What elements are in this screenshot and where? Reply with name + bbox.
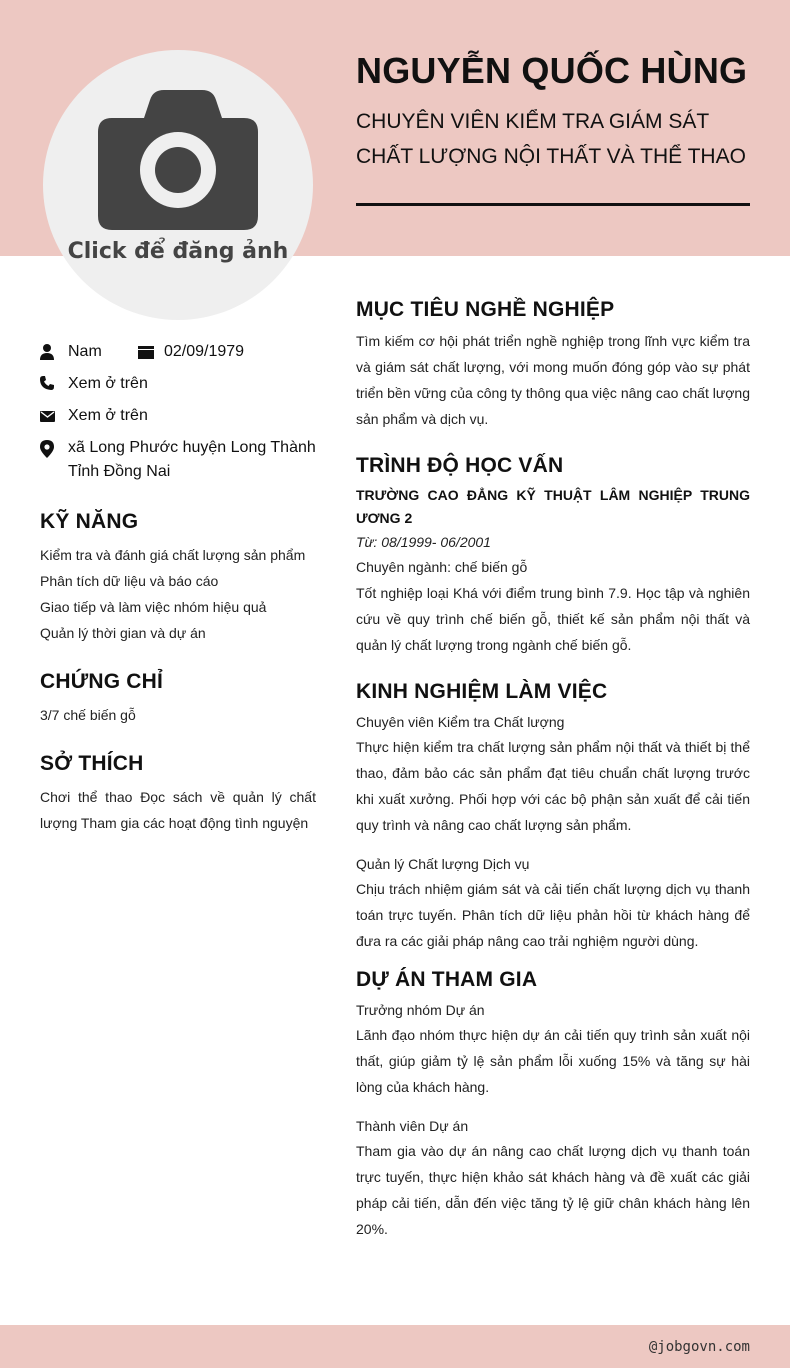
position-title [356, 104, 756, 174]
right-column [356, 298, 750, 1264]
phone-value: Xem ở trên [68, 375, 148, 392]
projects-section [356, 968, 750, 1242]
phone-icon [40, 372, 68, 390]
objective-section [356, 298, 750, 432]
address-value: xã Long Phước huyện Long Thành Tỉnh Đồng Nai [68, 439, 316, 480]
hobbies-text: Chơi thể thao Đọc sách về quản lý chất lượng Tham gia các hoạt động tình nguyện [40, 789, 316, 831]
email-value: Xem ở trên [68, 407, 148, 424]
certificates-title: CHỨNG CHỈ [40, 670, 164, 693]
certificate-item: 3/7 chế biến gỗ [40, 707, 136, 723]
education-period: Từ: 08/1999- 06/2001 [356, 534, 491, 550]
position-line-2: CHẤT LƯỢNG NỘI THẤT VÀ THỂ THAO [356, 145, 746, 168]
footer-website: @jobgovn.com [648, 1339, 750, 1355]
skill-item: Kiểm tra và đánh giá chất lượng sản phẩm [40, 547, 306, 563]
job-role: Chuyên viên Kiểm tra Chất lượng [356, 714, 565, 730]
address-row [40, 436, 316, 484]
project-item [356, 1114, 750, 1242]
education-major: Chuyên ngành: chế biến gỗ [356, 559, 528, 575]
avatar-upload[interactable] [43, 50, 313, 320]
gender-value: Nam [68, 343, 102, 360]
dob-value: 02/09/1979 [164, 343, 245, 360]
project-item [356, 998, 750, 1100]
education-section [356, 454, 750, 658]
skills-title: KỸ NĂNG [40, 510, 139, 533]
experience-title: KINH NGHIỆM LÀM VIỆC [356, 680, 608, 703]
skill-item: Phân tích dữ liệu và báo cáo [40, 573, 219, 589]
skill-item: Giao tiếp và làm việc nhóm hiệu quả [40, 599, 267, 615]
avatar-caption: Click để đăng ảnh [67, 239, 289, 264]
title-divider [356, 203, 750, 206]
person-icon [40, 340, 68, 360]
project-description: Lãnh đạo nhóm thực hiện dự án cải tiến quy trình sản xuất nội thất, giúp giảm tỷ lệ sản phẩm lỗi xuống 15% và tăng sự hài lòng của khách hàng. [356, 1027, 750, 1095]
location-pin-icon [40, 436, 68, 458]
skills-list [40, 542, 316, 646]
experience-item [356, 852, 750, 954]
left-column [40, 340, 316, 836]
hobbies-title: SỞ THÍCH [40, 752, 144, 775]
skill-item: Quản lý thời gian và dự án [40, 625, 206, 641]
gender-dob-row [40, 340, 316, 364]
experience-item [356, 710, 750, 838]
camera-icon [98, 90, 258, 230]
project-description: Tham gia vào dự án nâng cao chất lượng dịch vụ thanh toán trực tuyến, thực hiện khảo sát khách hàng và đề xuất các giải pháp cải tiến, dẫn đến việc tăng tỷ lệ giữ chân khách hàng lên 20%. [356, 1143, 750, 1237]
education-title: TRÌNH ĐỘ HỌC VẤN [356, 454, 564, 477]
project-role: Thành viên Dự án [356, 1118, 469, 1134]
job-description: Chịu trách nhiệm giám sát và cải tiến chất lượng dịch vụ thanh toán trực tuyến. Phân tích dữ liệu phản hồi từ khách hàng để đưa ra các giải pháp nâng cao trải nghiệm người dùng. [356, 881, 750, 949]
project-role: Trưởng nhóm Dự án [356, 1002, 485, 1018]
education-description: Tốt nghiệp loại Khá với điểm trung bình 7.9. Học tập và nghiên cứu về quy trình chế biến gỗ, thiết kế sản phẩm nội thất và quản lý chất lượng trong ngành chế biến gỗ. [356, 585, 750, 653]
job-role: Quản lý Chất lượng Dịch vụ [356, 856, 530, 872]
calendar-icon [138, 340, 164, 359]
experience-section [356, 680, 750, 954]
school-name: TRƯỜNG CAO ĐẲNG KỸ THUẬT LÂM NGHIỆP TRUNG ƯƠNG 2 [356, 487, 750, 526]
job-description: Thực hiện kiểm tra chất lượng sản phẩm nội thất và thiết bị thể thao, đảm bảo các sản phẩm đạt tiêu chuẩn chất lượng trước khi xuất xưởng. Phối hợp với các bộ phận sản xuất để cải tiến quy trình và nâng cao chất lượng sản phẩm. [356, 739, 750, 833]
objective-title: MỤC TIÊU NGHỀ NGHIỆP [356, 298, 615, 321]
candidate-name: NGUYỄN QUỐC HÙNG [356, 50, 748, 91]
dob-group [138, 340, 244, 364]
position-line-1: CHUYÊN VIÊN KIỂM TRA GIÁM SÁT [356, 110, 710, 133]
envelope-icon [40, 404, 68, 422]
phone-row [40, 372, 316, 396]
email-row [40, 404, 316, 428]
objective-text: Tìm kiếm cơ hội phát triển nghề nghiệp trong lĩnh vực kiểm tra và giám sát chất lượng, với mong muốn đóng góp vào sự phát triển bền vững của công ty thông qua việc nâng cao chất lượng sản phẩm và dịch vụ. [356, 333, 750, 427]
projects-title: DỰ ÁN THAM GIA [356, 968, 538, 991]
